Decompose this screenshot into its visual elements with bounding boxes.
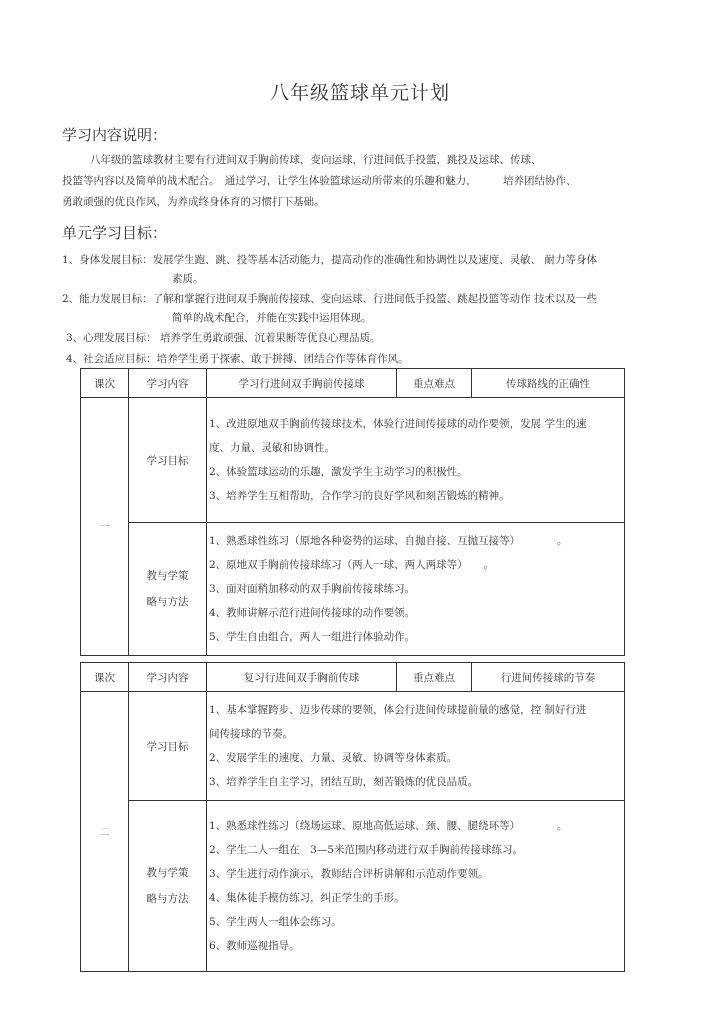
- lesson-key-point: 行进间传接球的节奏: [472, 663, 625, 692]
- goal-line: 度、力量、灵敏和协调性。: [209, 442, 335, 454]
- goals-cell: [207, 692, 625, 801]
- goal-item: [62, 290, 662, 328]
- method-line: 2、学生二人一组在 3—5米范围内移动进行双手胸前传接球练习。: [209, 844, 524, 856]
- goal-line: 3、培养学生互相帮助，合作学习的良好学风和刻苦锻炼的精神。: [209, 490, 510, 502]
- methods-label-line: 教与学策: [146, 867, 189, 879]
- goal-continuation: 素质。: [172, 273, 204, 285]
- methods-label: [129, 801, 207, 972]
- lesson-column-label: 课次: [81, 663, 129, 692]
- goal-line: 3、培养学生自主学习，团结互助，刻苦锻炼的优良品质。: [209, 776, 479, 788]
- lesson-header-row: [81, 663, 625, 692]
- lesson-methods-row: [81, 801, 625, 972]
- goal-line: 2、体验篮球运动的乐趣，激发学生主动学习的积极性。: [209, 466, 468, 478]
- lesson-key-point: 传球路线的正确性: [472, 369, 625, 398]
- lesson-content: 复习行进间双手胸前传球: [207, 663, 397, 692]
- content-line: 勇敢顽强的优良作风，为养成终身体育的习惯打下基础。: [62, 196, 325, 208]
- method-line: 1、熟悉球性练习（原地各种姿势的运球、自抛自接、互抛互接等） 。: [209, 535, 568, 547]
- method-line: 1、熟悉球性练习（绕场运球、原地高低运球、颈、腰、腿绕环等） 。: [209, 820, 568, 832]
- goal-item: [66, 350, 662, 369]
- lesson-goals-row: [81, 398, 625, 523]
- goal-item: [62, 251, 662, 289]
- method-line: 3、学生进行动作演示，教师结合评析讲解和示范动作要领。: [209, 868, 489, 880]
- goals-cell: [207, 398, 625, 523]
- goal-item: [66, 329, 662, 348]
- lesson-content: 学习行进间双手胸前传接球: [207, 369, 397, 398]
- goal-text: 1、身体发展目标：发展学生跑、跳、投等基本活动能力，提高动作的准确性和协调性以及速度、灵敏、 耐力等身体: [62, 254, 598, 266]
- method-line: 5、学生自由组合，两人一组进行体验动作。: [209, 631, 416, 643]
- method-line: 5、学生两人一组体会练习。: [209, 916, 342, 928]
- goal-text: 2、能力发展目标：了解和掌握行进间双手胸前传接球、变向运球、行进间低手投篮、跳起投篮等动作 技术以及一些: [62, 293, 598, 305]
- methods-cell: [207, 801, 625, 972]
- goal-text: 3、心理发展目标： 培养学生勇敢顽强、沉着果断等优良心理品质。: [66, 332, 381, 344]
- methods-cell: [207, 523, 625, 656]
- lesson-methods-row: [81, 523, 625, 656]
- goal-text: 4、社会适应目标：培养学生勇于探索、敢于拼搏、团结合作等体育作风。: [66, 353, 409, 365]
- page-title: 八年级篮球单元计划: [269, 82, 450, 104]
- content-line: 投篮等内容以及简单的战术配合。 通过学习，让学生体验篮球运动所带来的乐趣和魅力， 培养团结协作、: [62, 175, 577, 187]
- lesson-plan-table: [80, 368, 625, 972]
- lesson-header-row: [81, 369, 625, 398]
- methods-label-line: 略与方法: [146, 596, 189, 608]
- lesson-column-label: 课次: [81, 369, 129, 398]
- method-line: 2、原地双手胸前传接球练习（两人一球、两人两球等） 。: [209, 559, 494, 571]
- content-paragraph: [62, 150, 662, 213]
- methods-label-line: 略与方法: [146, 893, 189, 905]
- lesson-number: 一: [81, 398, 129, 656]
- lesson-goals-row: [81, 692, 625, 801]
- content-column-label: 学习内容: [129, 369, 207, 398]
- goals-heading: 单元学习目标：: [62, 224, 168, 242]
- methods-label-line: 教与学策: [146, 570, 189, 582]
- table-gap: [81, 656, 625, 663]
- method-line: 3、面对面稍加移动的双手胸前传接球练习。: [209, 583, 416, 595]
- goal-line: 1、改进原地双手胸前传接球技术，体验行进间传接球的动作要领，发展 学生的速: [209, 418, 587, 430]
- goal-line: 1、基本掌握跨步、迈步传球的要领，体会行进间传球提前量的感觉，控 制好行进: [209, 704, 587, 716]
- lesson-number: 二: [81, 692, 129, 972]
- goal-line: 间传接球的节奏。: [209, 728, 293, 740]
- content-column-label: 学习内容: [129, 663, 207, 692]
- method-line: 6、教师巡视指导。: [209, 940, 300, 952]
- goal-line: 2、发展学生的速度、力量、灵敏、协调等身体素质。: [209, 752, 458, 764]
- method-line: 4、教师讲解示范行进间传接球的动作要领。: [209, 607, 416, 619]
- methods-label: [129, 523, 207, 656]
- goal-continuation: 简单的战术配合，并能在实践中运用体现。: [172, 312, 372, 324]
- goals-label: 学习目标: [129, 692, 207, 801]
- content-line: 八年级的篮球教材主要有行进间双手胸前传球，变向运球，行进间低手投篮，跳投及运球、传球、: [90, 154, 542, 166]
- goals-label: 学习目标: [129, 398, 207, 523]
- content-heading: 学习内容说明：: [62, 126, 168, 144]
- method-line: 4、集体徒手模仿练习，纠正学生的手形。: [209, 892, 405, 904]
- key-column-label: 重点难点: [397, 663, 472, 692]
- key-column-label: 重点难点: [397, 369, 472, 398]
